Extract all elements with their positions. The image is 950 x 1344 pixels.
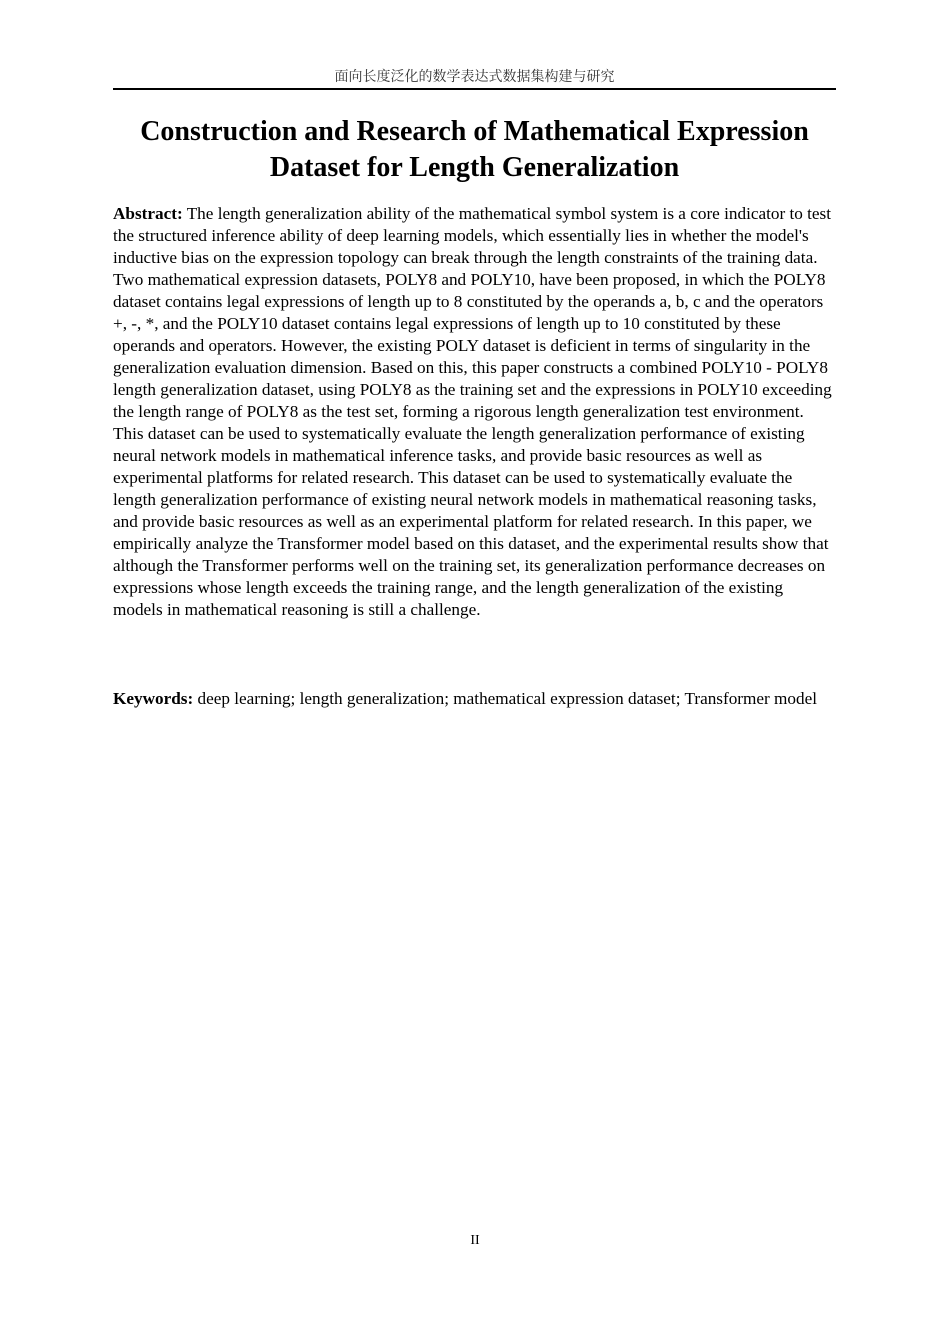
paper-title-line-1: Construction and Research of Mathematical Expression <box>140 116 809 147</box>
keywords-label: Keywords: <box>113 689 194 708</box>
paper-title-line-2: Dataset for Length Generalization <box>269 152 680 183</box>
running-header <box>113 66 836 90</box>
paper-title <box>113 114 836 186</box>
abstract-label: Abstract: <box>113 204 183 223</box>
abstract-text: The length generalization ability of the mathematical symbol system is a core indicator to test the structured inference ability of deep learning models, which essentially lies in whether the model's inductive bias on the expression topology can break through the length constraints of the training data. Two mathematical expression datasets, POLY8 and POLY10, have been proposed, in which the POLY8 dataset contains legal expressions of length up to 8 constituted by the operands a, b, c and the operators +, -, *, and the POLY10 dataset contains legal expressions of length up to 10 constituted by these operands and operators. However, the existing POLY dataset is deficient in terms of singularity in the generalization evaluation dimension. Based on this, this paper constructs a combined POLY10 - POLY8 length generalization dataset, using POLY8 as the training set and the expressions in POLY10 exceeding the length range of POLY8 as the test set, forming a rigorous length generalization test environment. This dataset can be used to systematically evaluate the length generalization performance of existing neural network models in mathematical inference tasks, and provide basic resources as well as experimental platforms for related research. This dataset can be used to systematically evaluate the length generalization performance of existing neural network models in mathematical reasoning tasks, and provide basic resources as well as an experimental platform for related research. In this paper, we empirically analyze the Transformer model based on this dataset, and the experimental results show that although the Transformer performs well on the training set, its generalization performance decreases on expressions whose length exceeds the training range, and the length generalization of the existing models in mathematical reasoning is still a challenge. <box>113 204 832 619</box>
running-header-title: 面向长度泛化的数学表达式数据集构建与研究 <box>334 69 615 85</box>
keywords-paragraph <box>113 688 836 710</box>
page-number: II <box>470 1233 480 1248</box>
keywords-text: deep learning; length generalization; mathematical expression dataset; Transformer model <box>197 689 818 708</box>
abstract-paragraph <box>113 203 836 621</box>
